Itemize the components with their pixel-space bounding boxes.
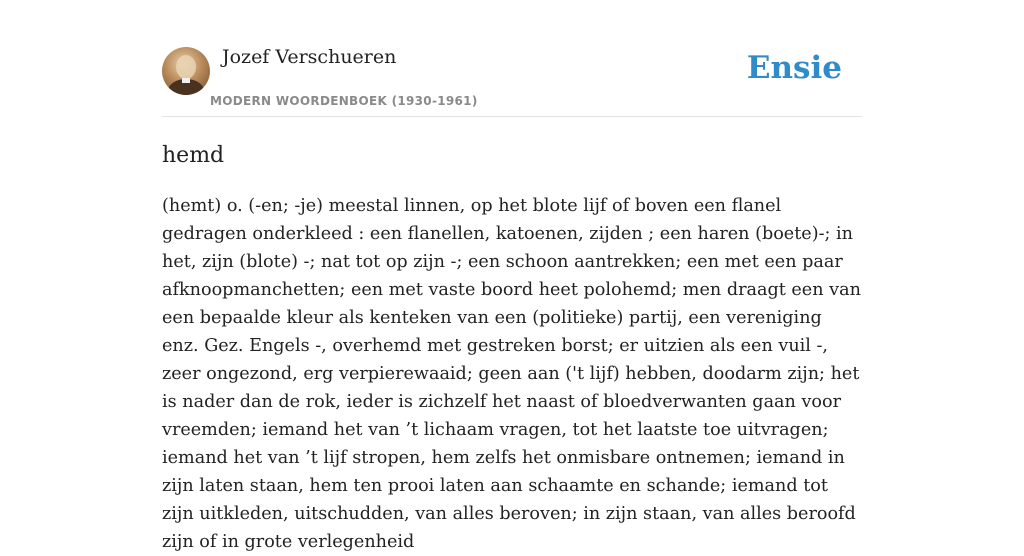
entry-container: [162, 40, 862, 556]
author-name[interactable]: Jozef Verschueren: [222, 46, 397, 68]
source-label: MODERN WOORDENBOEK (1930-1961): [210, 94, 478, 108]
entry-title: hemd: [162, 143, 225, 168]
entry-definition: (hemt) o. (-en; -je) meestal linnen, op het blote lijf of boven een flanel gedragen onderkleed : een flanellen, katoenen, zijden ; een haren (boete)-; in het, zijn (blote) -; nat tot op zijn -; een schoon aantrekken; een met een paar afknoopmanchetten; een met vaste boord heet polohemd; men draagt een van een bepaalde kleur als kenteken van een (politieke) partij, een vereniging enz. Gez. Engels -, overhemd met gestreken borst; er uitzien als een vuil -, zeer ongezond, erg verpierewaaid; geen aan ('t lijf) hebben, doodarm zijn; het is nader dan de rok, ieder is zichzelf het naast of bloedverwanten gaan voor vreemden; iemand het van ’t lichaam vragen, tot het laatste toe uitvragen; iemand het van ’t lijf stropen, hem zelfs het onmisbare ontnemen; iemand in zijn laten staan, hem ten prooi laten aan schaamte en schande; iemand tot zijn uitkleden, uitschudden, van alles beroven; in zijn staan, van alles beroofd zijn of in grote verlegenheid: [162, 196, 861, 552]
portrait-icon: [162, 47, 210, 95]
author-avatar[interactable]: [162, 47, 210, 95]
ensie-logo[interactable]: Ensie: [746, 50, 842, 86]
entry-header: [162, 40, 862, 117]
